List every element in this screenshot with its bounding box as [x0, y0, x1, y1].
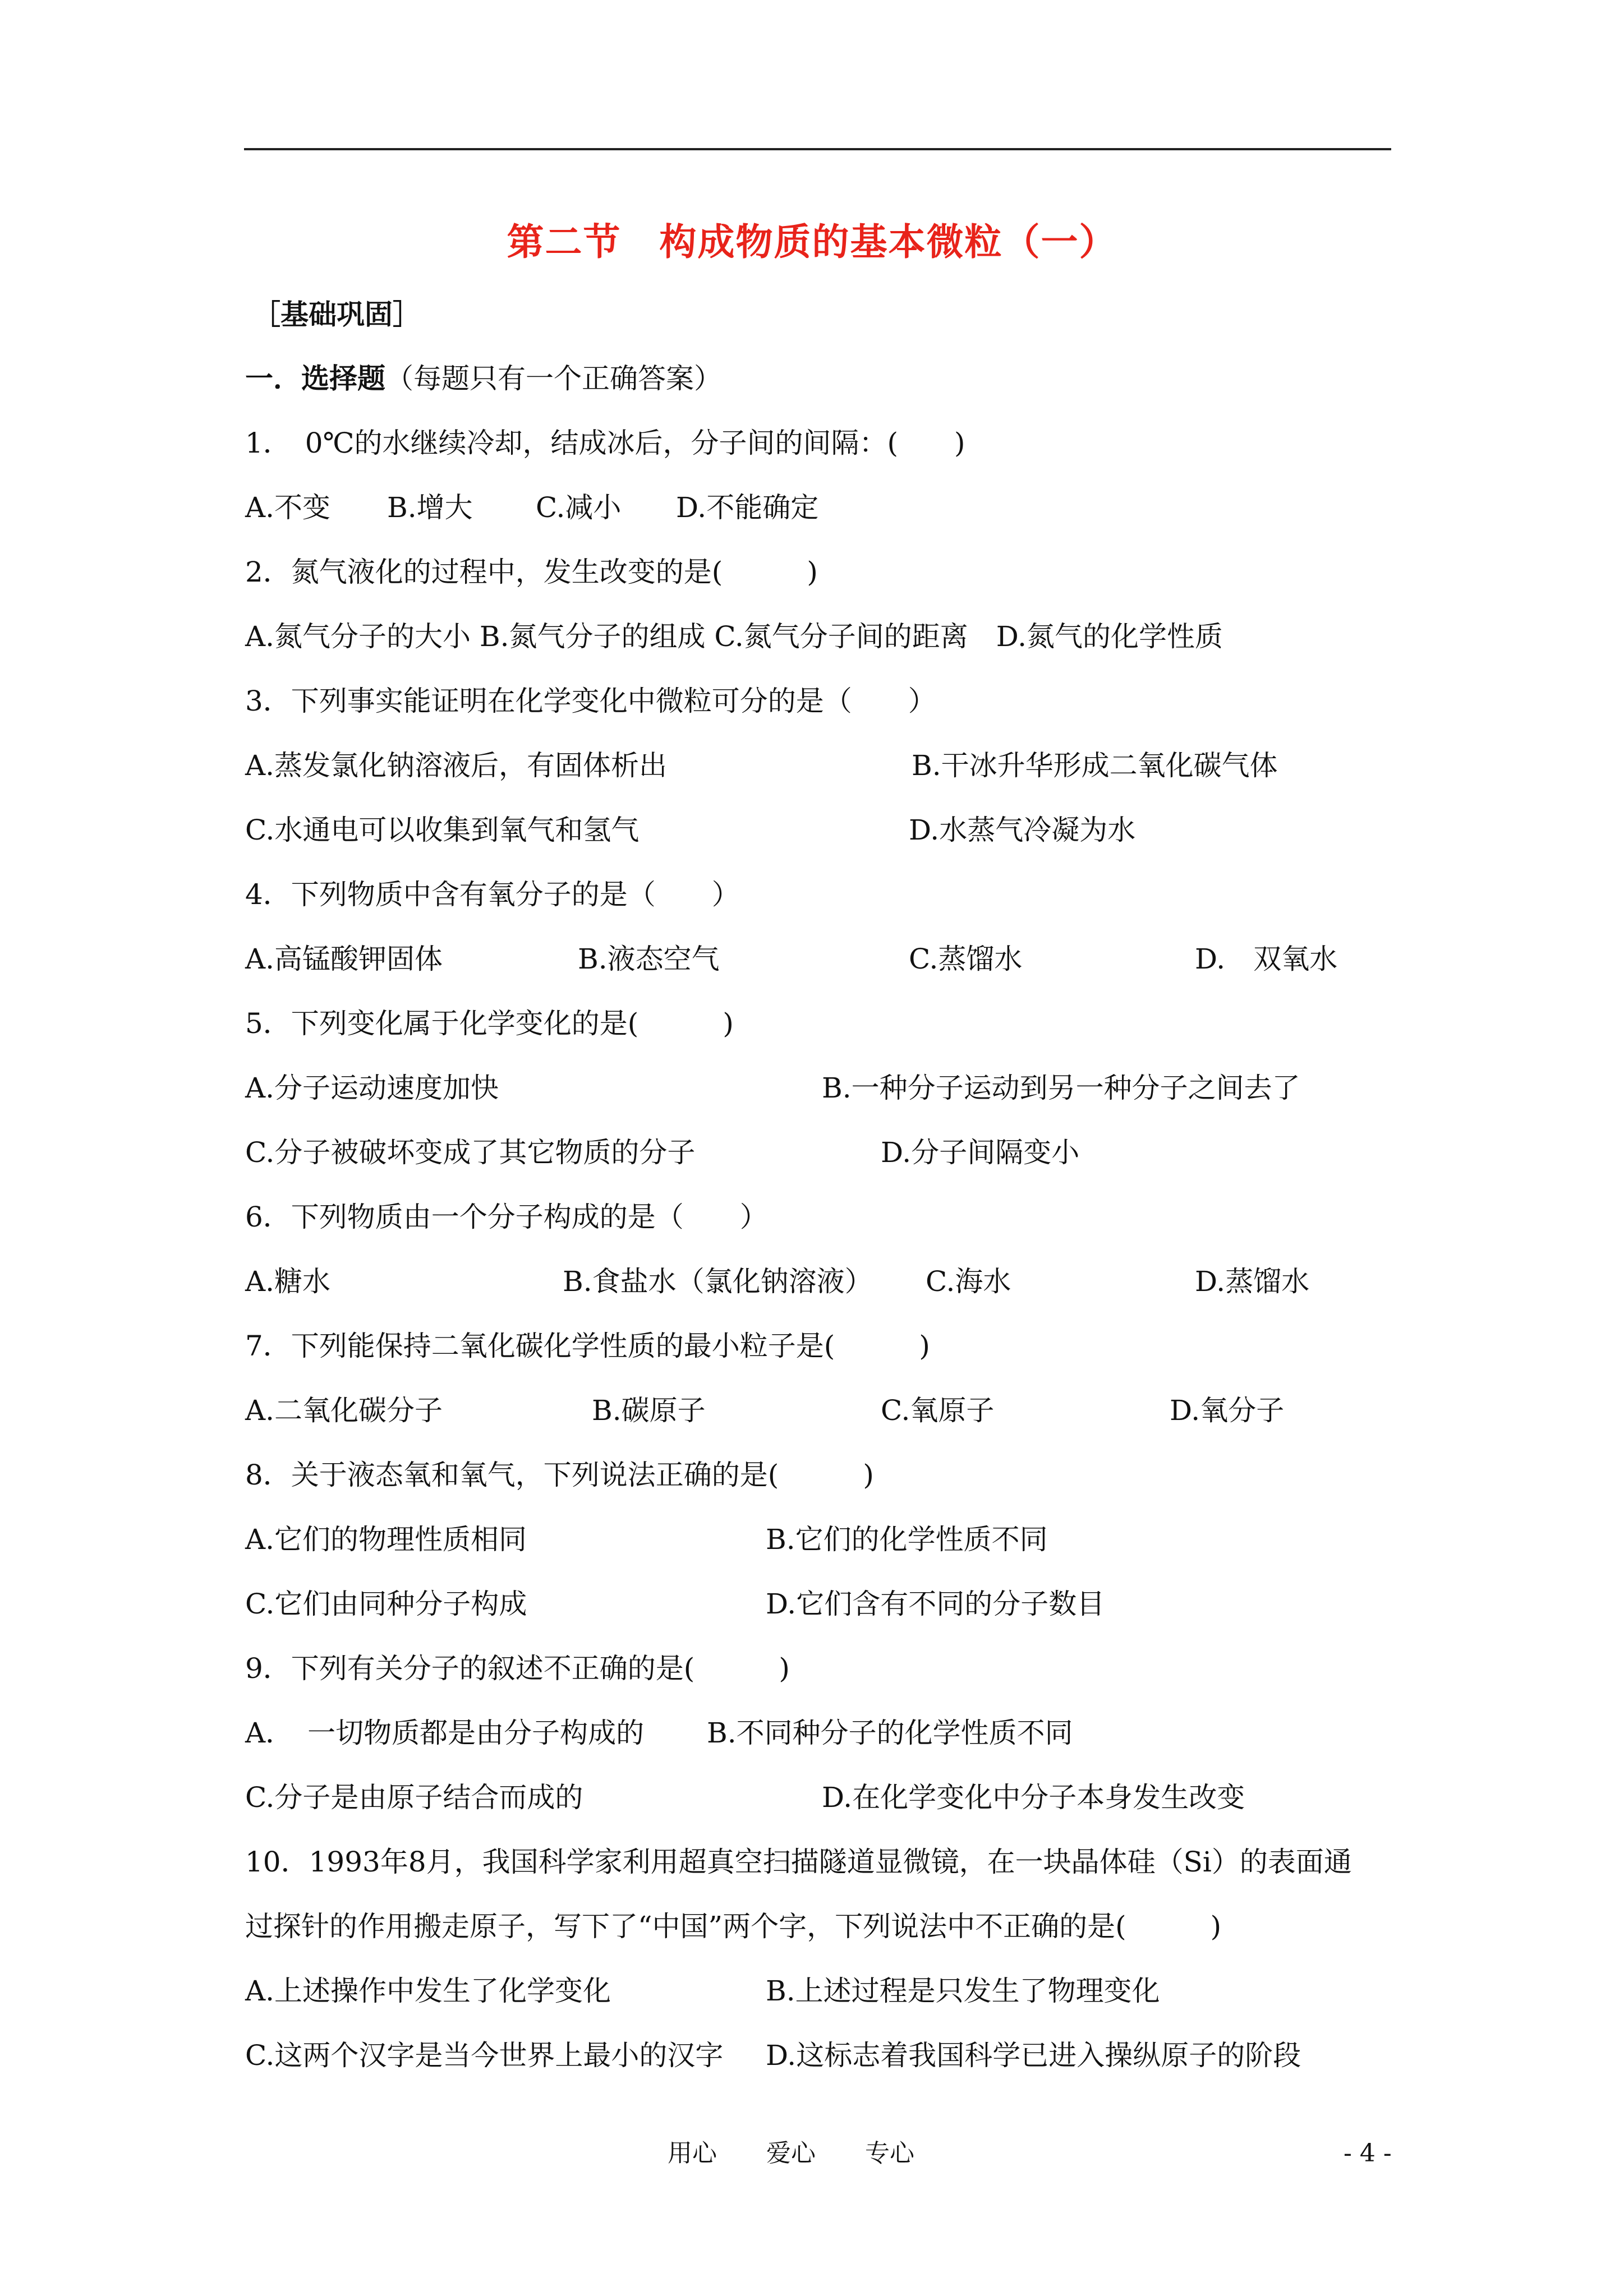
page-title: 第二节 构成物质的基本微粒（一）	[507, 220, 1117, 264]
question-5-stem: 5．下列变化属于化学变化的是( )	[245, 1007, 734, 1040]
question-4-option-d: D. 双氧水	[1195, 943, 1338, 975]
section-header: ［基础巩固］	[252, 298, 421, 331]
question-6-option-c: C.海水	[926, 1265, 1011, 1298]
page-number: - 4 -	[1344, 2139, 1392, 2168]
question-7-option-c: C.氧原子	[881, 1394, 995, 1427]
question-3-option-b: B.干冰升华形成二氧化碳气体	[912, 749, 1278, 782]
question-4-option-a: A.高锰酸钾固体	[245, 943, 443, 975]
footer-motto: 用心 爱心 专心	[668, 2139, 914, 2168]
question-5-option-c: C.分子被破坏变成了其它物质的分子	[245, 1136, 696, 1169]
header-rule	[244, 148, 1391, 150]
question-9-option-a: A． 一切物质都是由分子构成的	[245, 1717, 645, 1749]
part-one-label: 一．选择题	[245, 362, 385, 395]
question-6-stem: 6．下列物质由一个分子构成的是（ ）	[245, 1201, 768, 1233]
question-1-option-a: A.不变	[245, 491, 331, 524]
question-3-option-c: C.水通电可以收集到氧气和氢气	[245, 814, 640, 846]
question-6-option-a: A.糖水	[245, 1265, 331, 1298]
question-2-stem: 2．氮气液化的过程中，发生改变的是( )	[245, 556, 818, 588]
question-5-option-d: D.分子间隔变小	[881, 1136, 1080, 1169]
question-9-option-b: B.不同种分子的化学性质不同	[707, 1717, 1073, 1749]
question-9-option-d: D.在化学变化中分子本身发生改变	[822, 1781, 1245, 1814]
question-10-option-c: C.这两个汉字是当今世界上最小的汉字	[245, 2039, 724, 2072]
question-2-options: A.氮气分子的大小 B.氮气分子的组成 C.氮气分子间的距离 D.氮气的化学性质	[245, 620, 1223, 653]
question-4-stem: 4．下列物质中含有氧分子的是（ ）	[245, 878, 740, 911]
question-6-option-b: B.食盐水（氯化钠溶液）	[563, 1265, 873, 1298]
part-one-heading	[245, 362, 722, 395]
question-8-stem: 8．关于液态氧和氧气，下列说法正确的是( )	[245, 1459, 874, 1491]
part-one-note: （每题只有一个正确答案）	[385, 362, 722, 395]
question-3-option-a: A.蒸发氯化钠溶液后，有固体析出	[245, 749, 668, 782]
question-7-option-a: A.二氧化碳分子	[245, 1394, 443, 1427]
question-5-option-b: B.一种分子运动到另一种分子之间去了	[822, 1072, 1300, 1104]
question-7-option-d: D.氧分子	[1170, 1394, 1285, 1427]
question-1-stem: 1． 0℃的水继续冷却，结成冰后，分子间的间隔：( )	[245, 427, 965, 459]
question-4-option-c: C.蒸馏水	[909, 943, 1023, 975]
question-10-option-d: D.这标志着我国科学已进入操纵原子的阶段	[766, 2039, 1301, 2072]
question-8-option-c: C.它们由同种分子构成	[245, 1588, 527, 1620]
question-6-option-d: D.蒸馏水	[1195, 1265, 1310, 1298]
question-1-option-b: B.增大	[387, 491, 473, 524]
question-8-option-d: D.它们含有不同的分子数目	[766, 1588, 1105, 1620]
question-8-option-b: B.它们的化学性质不同	[766, 1523, 1048, 1556]
question-1-option-c: C.减小	[536, 491, 622, 524]
question-10-option-a: A.上述操作中发生了化学变化	[245, 1975, 611, 2007]
question-10-option-b: B.上述过程是只发生了物理变化	[766, 1975, 1160, 2007]
question-8-option-a: A.它们的物理性质相同	[245, 1523, 527, 1556]
question-7-option-b: B.碳原子	[592, 1394, 706, 1427]
question-10-stem-line-1: 10．1993年8月，我国科学家利用超真空扫描隧道显微镜，在一块晶体硅（Si）的表面通	[245, 1846, 1352, 1878]
question-1-option-d: D.不能确定	[676, 491, 819, 524]
question-9-stem: 9．下列有关分子的叙述不正确的是( )	[245, 1652, 790, 1685]
question-3-option-d: D.水蒸气冷凝为水	[909, 814, 1136, 846]
question-9-option-c: C.分子是由原子结合而成的	[245, 1781, 583, 1814]
question-10-stem-line-2: 过探针的作用搬走原子，写下了“中国”两个字，下列说法中不正确的是( )	[245, 1910, 1222, 1943]
question-3-stem: 3．下列事实能证明在化学变化中微粒可分的是（ ）	[245, 685, 936, 717]
question-5-option-a: A.分子运动速度加快	[245, 1072, 499, 1104]
question-7-stem: 7．下列能保持二氧化碳化学性质的最小粒子是( )	[245, 1330, 930, 1362]
question-4-option-b: B.液态空气	[578, 943, 720, 975]
